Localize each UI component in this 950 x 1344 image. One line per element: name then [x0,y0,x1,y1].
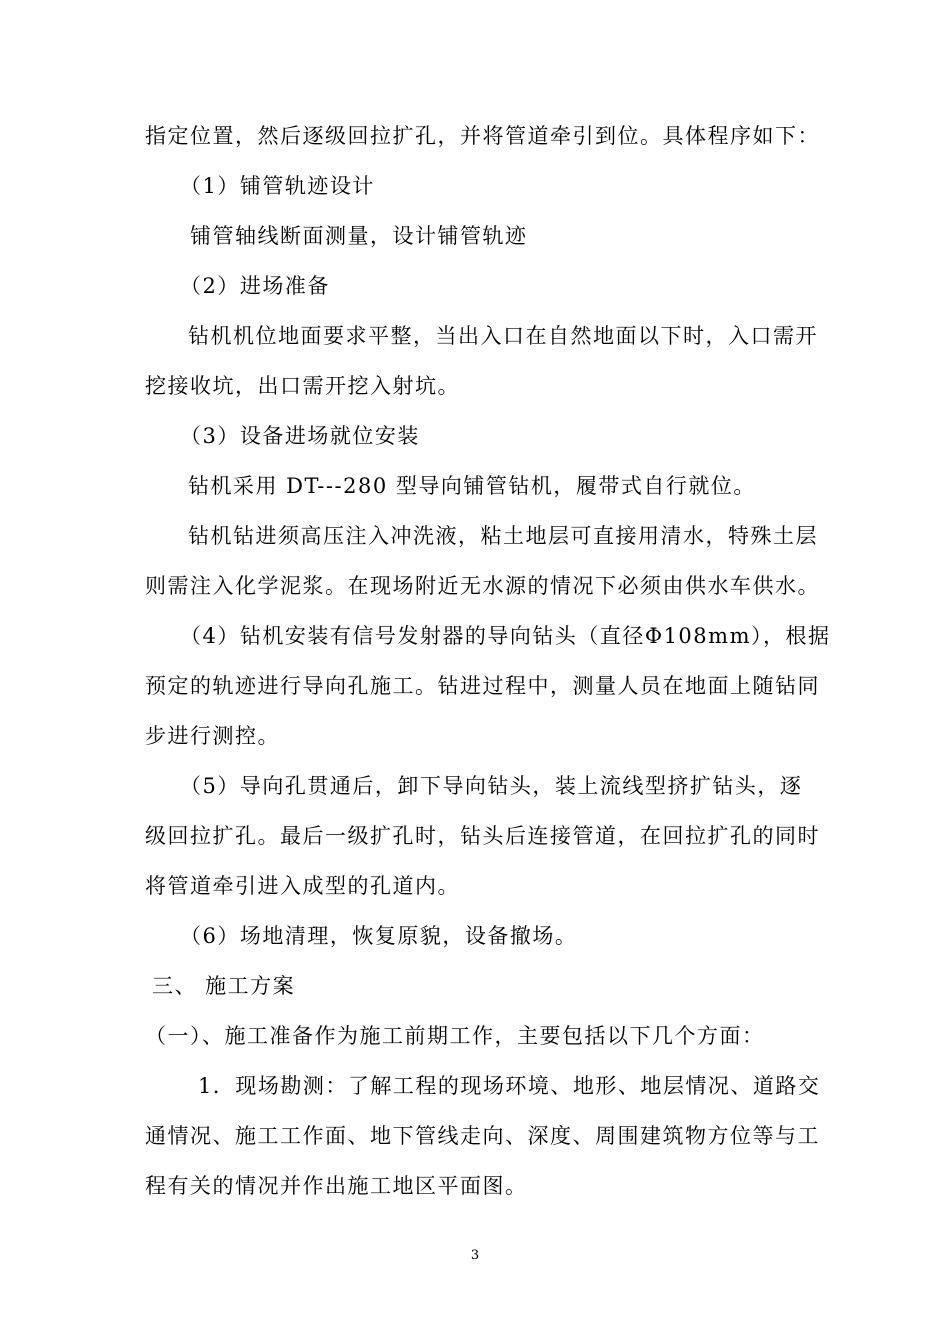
text-line: 1．现场勘测：了解工程的现场环境、地形、地层情况、道路交 [198,1074,821,1098]
text-line: 程有关的情况并作出施工地区平面图。 [145,1174,528,1198]
page-number: 3 [470,1248,480,1263]
text-line: 将管道牵引进入成型的孔道内。 [145,874,460,898]
text-line: 级回拉扩孔。最后一级扩孔时，钻头后连接管道，在回拉扩孔的同时 [145,824,820,848]
text-line: 钻机钻进须高压注入冲洗液，粘土地层可直接用清水，特殊土层 [188,524,818,548]
subsection-heading: （一）、施工准备作为施工前期工作，主要包括以下几个方面： [145,1024,765,1048]
text-line: 钻机采用 DT---280 型导向铺管钻机，履带式自行就位。 [188,474,756,498]
text-line: （1）铺管轨迹设计 [180,174,375,198]
text-line: 指定位置，然后逐级回拉扩孔，并将管道牵引到位。具体程序如下： [145,124,820,148]
text-line: 挖接收坑，出口需开挖入射坑。 [145,374,460,398]
text-line: 通情况、施工工作面、地下管线走向、深度、周围建筑物方位等与工 [145,1124,820,1148]
text-line: 步进行测控。 [145,724,280,748]
text-line: （2）进场准备 [180,274,330,298]
text-line: 预定的轨迹进行导向孔施工。钻进过程中，测量人员在地面上随钻同 [145,674,820,698]
text-line: （5）导向孔贯通后，卸下导向钻头，装上流线型挤扩钻头，逐 [180,774,803,798]
text-line: 钻机机位地面要求平整，当出入口在自然地面以下时，入口需开 [188,324,818,348]
text-line: （3）设备进场就位安装 [180,424,420,448]
section-heading: 三、 施工方案 [152,974,296,998]
text-line: 则需注入化学泥浆。在现场附近无水源的情况下必须由供水车供水。 [145,574,820,598]
text-line: （4）钻机安装有信号发射器的导向钻头（直径Φ108mm），根据 [180,624,831,648]
text-line: 铺管轴线断面测量，设计铺管轨迹 [190,224,528,248]
text-line: （6）场地清理，恢复原貌，设备撤场。 [180,924,578,948]
